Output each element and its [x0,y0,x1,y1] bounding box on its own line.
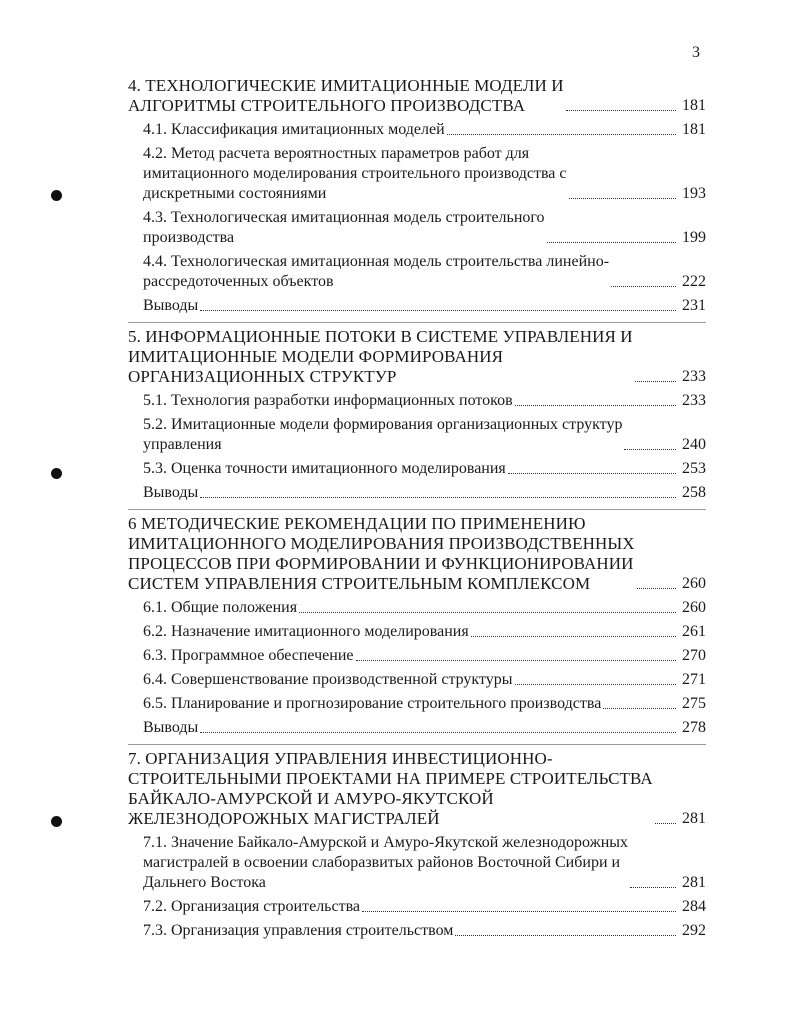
toc-chapter-4 [128,72,706,322]
toc-entry[interactable] [128,833,706,893]
dot-leader [630,887,676,888]
entry-text: 6.4. Совершенствование производственной структуры [143,671,513,688]
dot-leader [200,310,676,311]
page-ref: 193 [682,185,706,202]
entry-text: 7.2. Организация строительства [143,898,361,915]
dot-leader [299,612,676,613]
toc-entry[interactable] [128,483,706,503]
toc-chapter-6 [128,509,706,744]
entry-text: 4.1. Классификация имитационных моделей [143,121,445,138]
entry-text: 6.2. Назначение имитационного моделирования [143,623,469,640]
page-ref: 260 [682,575,706,592]
page-ref: 181 [682,97,706,114]
toc-entry[interactable] [128,415,706,455]
dot-leader [447,134,676,135]
toc-chapter-title[interactable] [128,76,706,116]
toc-entry[interactable] [128,622,706,642]
entry-text: Выводы [143,297,199,314]
binder-hole-mark [51,816,62,827]
chapter-title-text: 5. ИНФОРМАЦИОННЫЕ ПОТОКИ В СИСТЕМЕ УПРАВЛЕНИЯ И ИМИТАЦИОННЫЕ МОДЕЛИ ФОРМИРОВАНИЯ ОРГАНИЗАЦИОННЫХ СТРУКТУР [128,327,633,386]
toc-chapter-title[interactable] [128,514,706,594]
page-ref: 271 [682,671,706,688]
dot-leader [508,473,676,474]
table-of-contents [128,72,706,947]
toc-chapter-5 [128,322,706,509]
dot-leader [655,823,676,824]
dot-leader [569,198,677,199]
entry-text: Выводы [143,484,199,501]
entry-text: 7.3. Организация управления строительством [143,922,454,939]
entry-text: 4.2. Метод расчета вероятностных параметров работ для имитационного моделирования строительного производства с дискретными состояниями [143,145,567,202]
page-ref: 181 [682,121,706,138]
toc-entry[interactable] [128,391,706,411]
dot-leader [200,732,676,733]
page-ref: 275 [682,695,706,712]
entry-text: 4.4. Технологическая имитационная модель строительства линейно- рассредоточенных объектов [143,253,610,290]
entry-text: 6.3. Программное обеспечение [143,647,354,664]
toc-chapter-7 [128,744,706,947]
dot-leader [356,660,677,661]
toc-chapter-title[interactable] [128,749,706,829]
toc-entry[interactable] [128,897,706,917]
dot-leader [611,286,676,287]
page-ref: 222 [682,273,706,290]
toc-entry[interactable] [128,921,706,941]
dot-leader [200,497,676,498]
page-ref: 260 [682,599,706,616]
chapter-title-text: 7. ОРГАНИЗАЦИЯ УПРАВЛЕНИЯ ИНВЕСТИЦИОННО- СТРОИТЕЛЬНЫМИ ПРОЕКТАМИ НА ПРИМЕРЕ СТРОИТЕЛЬСТВА БАЙКАЛО-АМУРСКОЙ И АМУРО-ЯКУТСКОЙ ЖЕЛЕЗНОДОРОЖНЫХ МАГИСТРАЛЕЙ [128,749,653,828]
toc-entry[interactable] [128,208,706,248]
page-ref: 281 [682,874,706,891]
toc-entry[interactable] [128,144,706,204]
entry-text: 6.1. Общие положения [143,599,298,616]
page-ref: 231 [682,297,706,314]
entry-text: 5.1. Технология разработки информационных потоков [143,392,513,409]
dot-leader [362,911,676,912]
dot-leader [635,381,676,382]
entry-text: 7.1. Значение Байкало-Амурской и Амуро-Якутской железнодорожных магистралей в освоении слаборазвитых районов Восточной Сибири и Дальнего Востока [143,834,629,891]
toc-entry[interactable] [128,646,706,666]
page-ref: 233 [682,392,706,409]
dot-leader [515,405,676,406]
page-ref: 261 [682,623,706,640]
binder-hole-mark [51,468,62,479]
entry-text: 5.3. Оценка точности имитационного моделирования [143,460,506,477]
binder-hole-mark [51,190,62,201]
entry-text: 5.2. Имитационные модели формирования организационных структур управления [143,416,623,453]
page-ref: 292 [682,922,706,939]
toc-entry[interactable] [128,694,706,714]
entry-text: 4.3. Технологическая имитационная модель строительного производства [143,209,545,246]
entry-text: 6.5. Планирование и прогнозирование строительного производства [143,695,602,712]
page-ref: 258 [682,484,706,501]
page-ref: 270 [682,647,706,664]
page-number: 3 [692,44,700,61]
page-ref: 233 [682,368,706,385]
page-ref: 240 [682,436,706,453]
dot-leader [455,935,676,936]
entry-text: Выводы [143,719,199,736]
toc-entry[interactable] [128,296,706,316]
page-ref: 253 [682,460,706,477]
dot-leader [547,242,676,243]
chapter-title-text: 6 МЕТОДИЧЕСКИЕ РЕКОМЕНДАЦИИ ПО ПРИМЕНЕНИЮ ИМИТАЦИОННОГО МОДЕЛИРОВАНИЯ ПРОИЗВОДСТВЕННЫХ ПРОЦЕССОВ ПРИ ФОРМИРОВАНИИ И ФУНКЦИОНИРОВАНИИ СИСТЕМ УПРАВЛЕНИЯ СТРОИТЕЛЬНЫМ КОМПЛЕКСОМ [128,514,635,593]
dot-leader [471,636,676,637]
chapter-title-text: 4. ТЕХНОЛОГИЧЕСКИЕ ИМИТАЦИОННЫЕ МОДЕЛИ И АЛГОРИТМЫ СТРОИТЕЛЬНОГО ПРОИЗВОДСТВА [128,76,564,115]
dot-leader [566,110,676,111]
toc-entry[interactable] [128,670,706,690]
toc-entry[interactable] [128,120,706,140]
page-ref: 281 [682,810,706,827]
dot-leader [637,588,676,589]
dot-leader [515,684,676,685]
page-ref: 284 [682,898,706,915]
dot-leader [603,708,676,709]
page-ref: 278 [682,719,706,736]
toc-entry[interactable] [128,718,706,738]
toc-chapter-title[interactable] [128,327,706,387]
toc-entry[interactable] [128,459,706,479]
toc-entry[interactable] [128,598,706,618]
page-ref: 199 [682,229,706,246]
toc-entry[interactable] [128,252,706,292]
dot-leader [624,449,676,450]
